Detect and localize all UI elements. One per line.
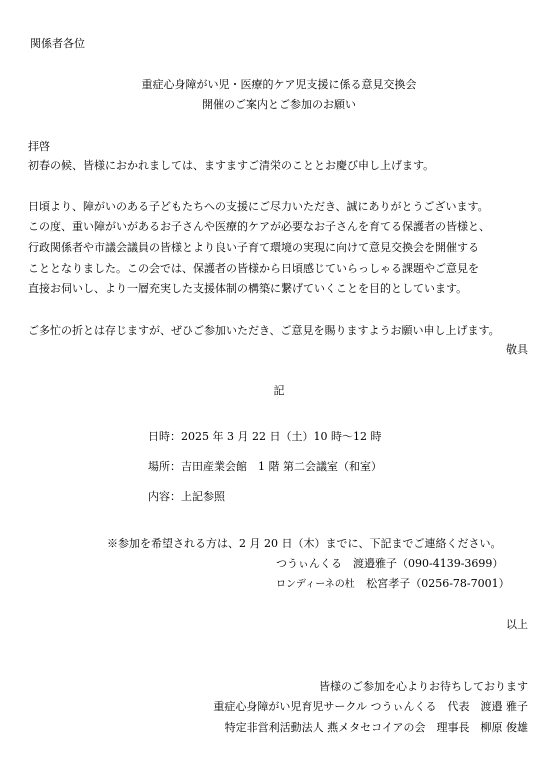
title-line-1: 重症心身障がい児・医療的ケア児支援に係る意見交換会 [141, 78, 417, 91]
greeting-seasonal: 初春の候、皆様におかれましては、ますますご清栄のこととお慶び申し上げます。 [28, 159, 435, 172]
rsvp-contact-2-person: 松宮孝子（0256-78-7001） [366, 577, 510, 590]
detail-place: 場所：吉田産業会館 1 階 第二会議室（和室） [148, 460, 382, 473]
title-line-2: 開催のご案内とご参加のお願い [202, 98, 356, 111]
signature-line-2: 重症心身障がい児育児サークル つうぃんくる 代表 渡邉 雅子 [213, 700, 528, 713]
ki-heading: 記 [273, 384, 285, 397]
rsvp-contact-2 [276, 576, 510, 593]
greeting-opening: 拝啓 [28, 140, 50, 153]
body-line-3: 行政関係者や市議会議員の皆様とより良い子育て環境の実現に向けて意見交換会を開催する [28, 241, 479, 254]
signature-line-1: 皆様のご参加を心よりお待ちしております [319, 680, 528, 693]
rsvp-contact-2-org: ロンディーネの杜 [276, 579, 355, 590]
rsvp-note: ※参加を希望される方は、2 月 20 日（木）までに、下記までご連絡ください。 [107, 537, 502, 550]
body-line-2: この度、重い障がいがあるお子さんや医療的ケアが必要なお子さんを育てる保護者の皆様と、 [28, 220, 490, 233]
rsvp-contact-1: つうぃんくる 渡邉雅子（090-4139-3699） [276, 557, 504, 570]
body-line-4: こととなりました。この会では、保護者の皆様から日頃感じていらっしゃる課題やご意見を [28, 262, 479, 275]
signature-line-3: 特定非営利活動法人 燕メタセコイアの会 理事長 柳原 俊雄 [224, 721, 528, 734]
end-mark: 以上 [506, 618, 528, 631]
detail-content: 内容：上記参照 [148, 490, 225, 503]
request-text: ご多忙の折とは存じますが、ぜひご参加いただき、ご意見を賜りますようお願い申し上げます。 [28, 324, 500, 337]
body-line-5: 直接お伺いし、より一層充実した支援体制の構築に繋げていくことを目的としています。 [28, 282, 468, 295]
closing-keigu: 敬具 [506, 343, 528, 356]
detail-datetime: 日時：2025 年 3 月 22 日（土）10 時〜12 時 [148, 430, 382, 443]
body-line-1: 日頃より、障がいのある子どもたちへの支援にご尽力いただき、誠にありがとうございます。 [28, 200, 489, 213]
addressee: 関係者各位 [30, 37, 85, 50]
